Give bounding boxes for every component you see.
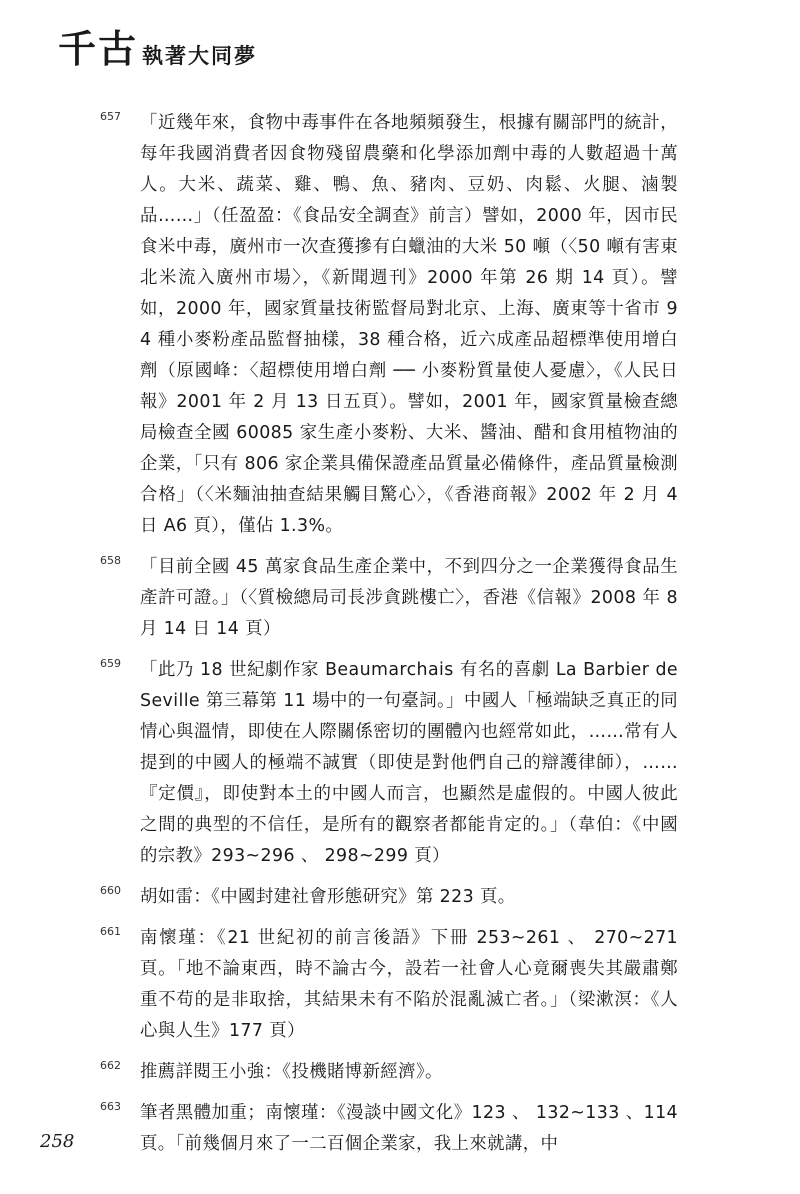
footnote: [100, 1057, 682, 1088]
footnote-number: 661: [100, 925, 121, 938]
book-title-sub: 執著大同夢: [142, 43, 258, 68]
footnote-text: 胡如雷：《中國封建社會形態研究》第 223 頁。: [140, 887, 516, 907]
footnote-number: 662: [100, 1059, 121, 1072]
footnote: [100, 552, 682, 645]
footnote-text: 「目前全國 45 萬家食品生產企業中，不到四分之一企業獲得食品生產許可證。」（〈質檢總局司長涉貪跳樓亡〉，香港《信報》2008 年 8 月 14 日 14 頁）: [140, 557, 678, 639]
footnote-text: 「此乃 18 世紀劇作家 Beaumarchais 有名的喜劇 La Barbier de Seville 第三幕第 11 場中的一句臺詞。」中國人「極端缺乏真正的同情心與溫情，即使在人際關係密切的團體內也經常如此，……常有人提到的中國人的極端不誠實（即使是對他們自己的辯護律師），……『定價』，即使對本土的中國人而言，也顯然是虛假的。中國人彼此之間的典型的不信任，是所有的觀察者都能肯定的。」（韋伯：《中國的宗教》293~296 、 298~299 頁）: [140, 660, 678, 866]
footnote-text: 推薦詳閱王小強：《投機賭博新經濟》。: [140, 1062, 443, 1082]
footnote-text: 南懷瑾：《21 世紀初的前言後語》下冊 253~261 、 270~271 頁。「地不論東西，時不論古今，設若一社會人心竟爾喪失其嚴肅鄭重不苟的是非取捨，其結果未有不陷於混亂滅亡者。」（梁漱溟：《人心與人生》177 頁）: [140, 928, 678, 1041]
footnote: [100, 882, 682, 913]
book-title-main: 千古: [58, 26, 139, 71]
footnote-number: 659: [100, 657, 121, 670]
footnote: [100, 923, 682, 1047]
footnote: [100, 108, 682, 542]
footnote-text: 「近幾年來，食物中毒事件在各地頻頻發生，根據有關部門的統計，每年我國消費者因食物殘留農藥和化學添加劑中毒的人數超過十萬人。大米、蔬菜、雞、鴨、魚、豬肉、豆奶、肉鬆、火腿、滷製品……」（任盈盈：《食品安全調查》前言）譬如，2000 年，因市民食米中毒，廣州市一次查獲摻有白蠟油的大米 50 噸（〈50 噸有害東北米流入廣州市場〉，《新聞週刊》2000 年第 26 期 14 頁）。譬如，2000 年，國家質量技術監督局對北京、上海、廣東等十省市 94 種小麥粉產品監督抽樣，38 種合格，近六成產品超標準使用增白劑（原國峰：〈超標使用增白劑 ── 小麥粉質量使人憂慮〉，《人民日報》2001 年 2 月 13 日五頁）。譬如，2001 年，國家質量檢查總局檢查全國 60085 家生產小麥粉、大米、醬油、醋和食用植物油的企業，「只有 806 家企業具備保證產品質量必備條件，產品質量檢測合格」（〈米麵油抽查結果觸目驚心〉，《香港商報》2002 年 2 月 4 日 A6 頁），僅佔 1.3%。: [140, 113, 678, 536]
footnote: [100, 655, 682, 872]
footnote-number: 657: [100, 110, 121, 123]
footnotes-list: [100, 108, 682, 1170]
footnote-number: 658: [100, 554, 121, 567]
footnote-number: 663: [100, 1100, 121, 1113]
footnote-number: 660: [100, 884, 121, 897]
page-number: 258: [40, 1131, 75, 1152]
running-header: [58, 26, 258, 71]
footnote: [100, 1098, 682, 1160]
footnote-text: 筆者黑體加重；南懷瑾：《漫談中國文化》123 、 132~133 、114 頁。「前幾個月來了一二百個企業家，我上來就講，中: [140, 1103, 678, 1154]
